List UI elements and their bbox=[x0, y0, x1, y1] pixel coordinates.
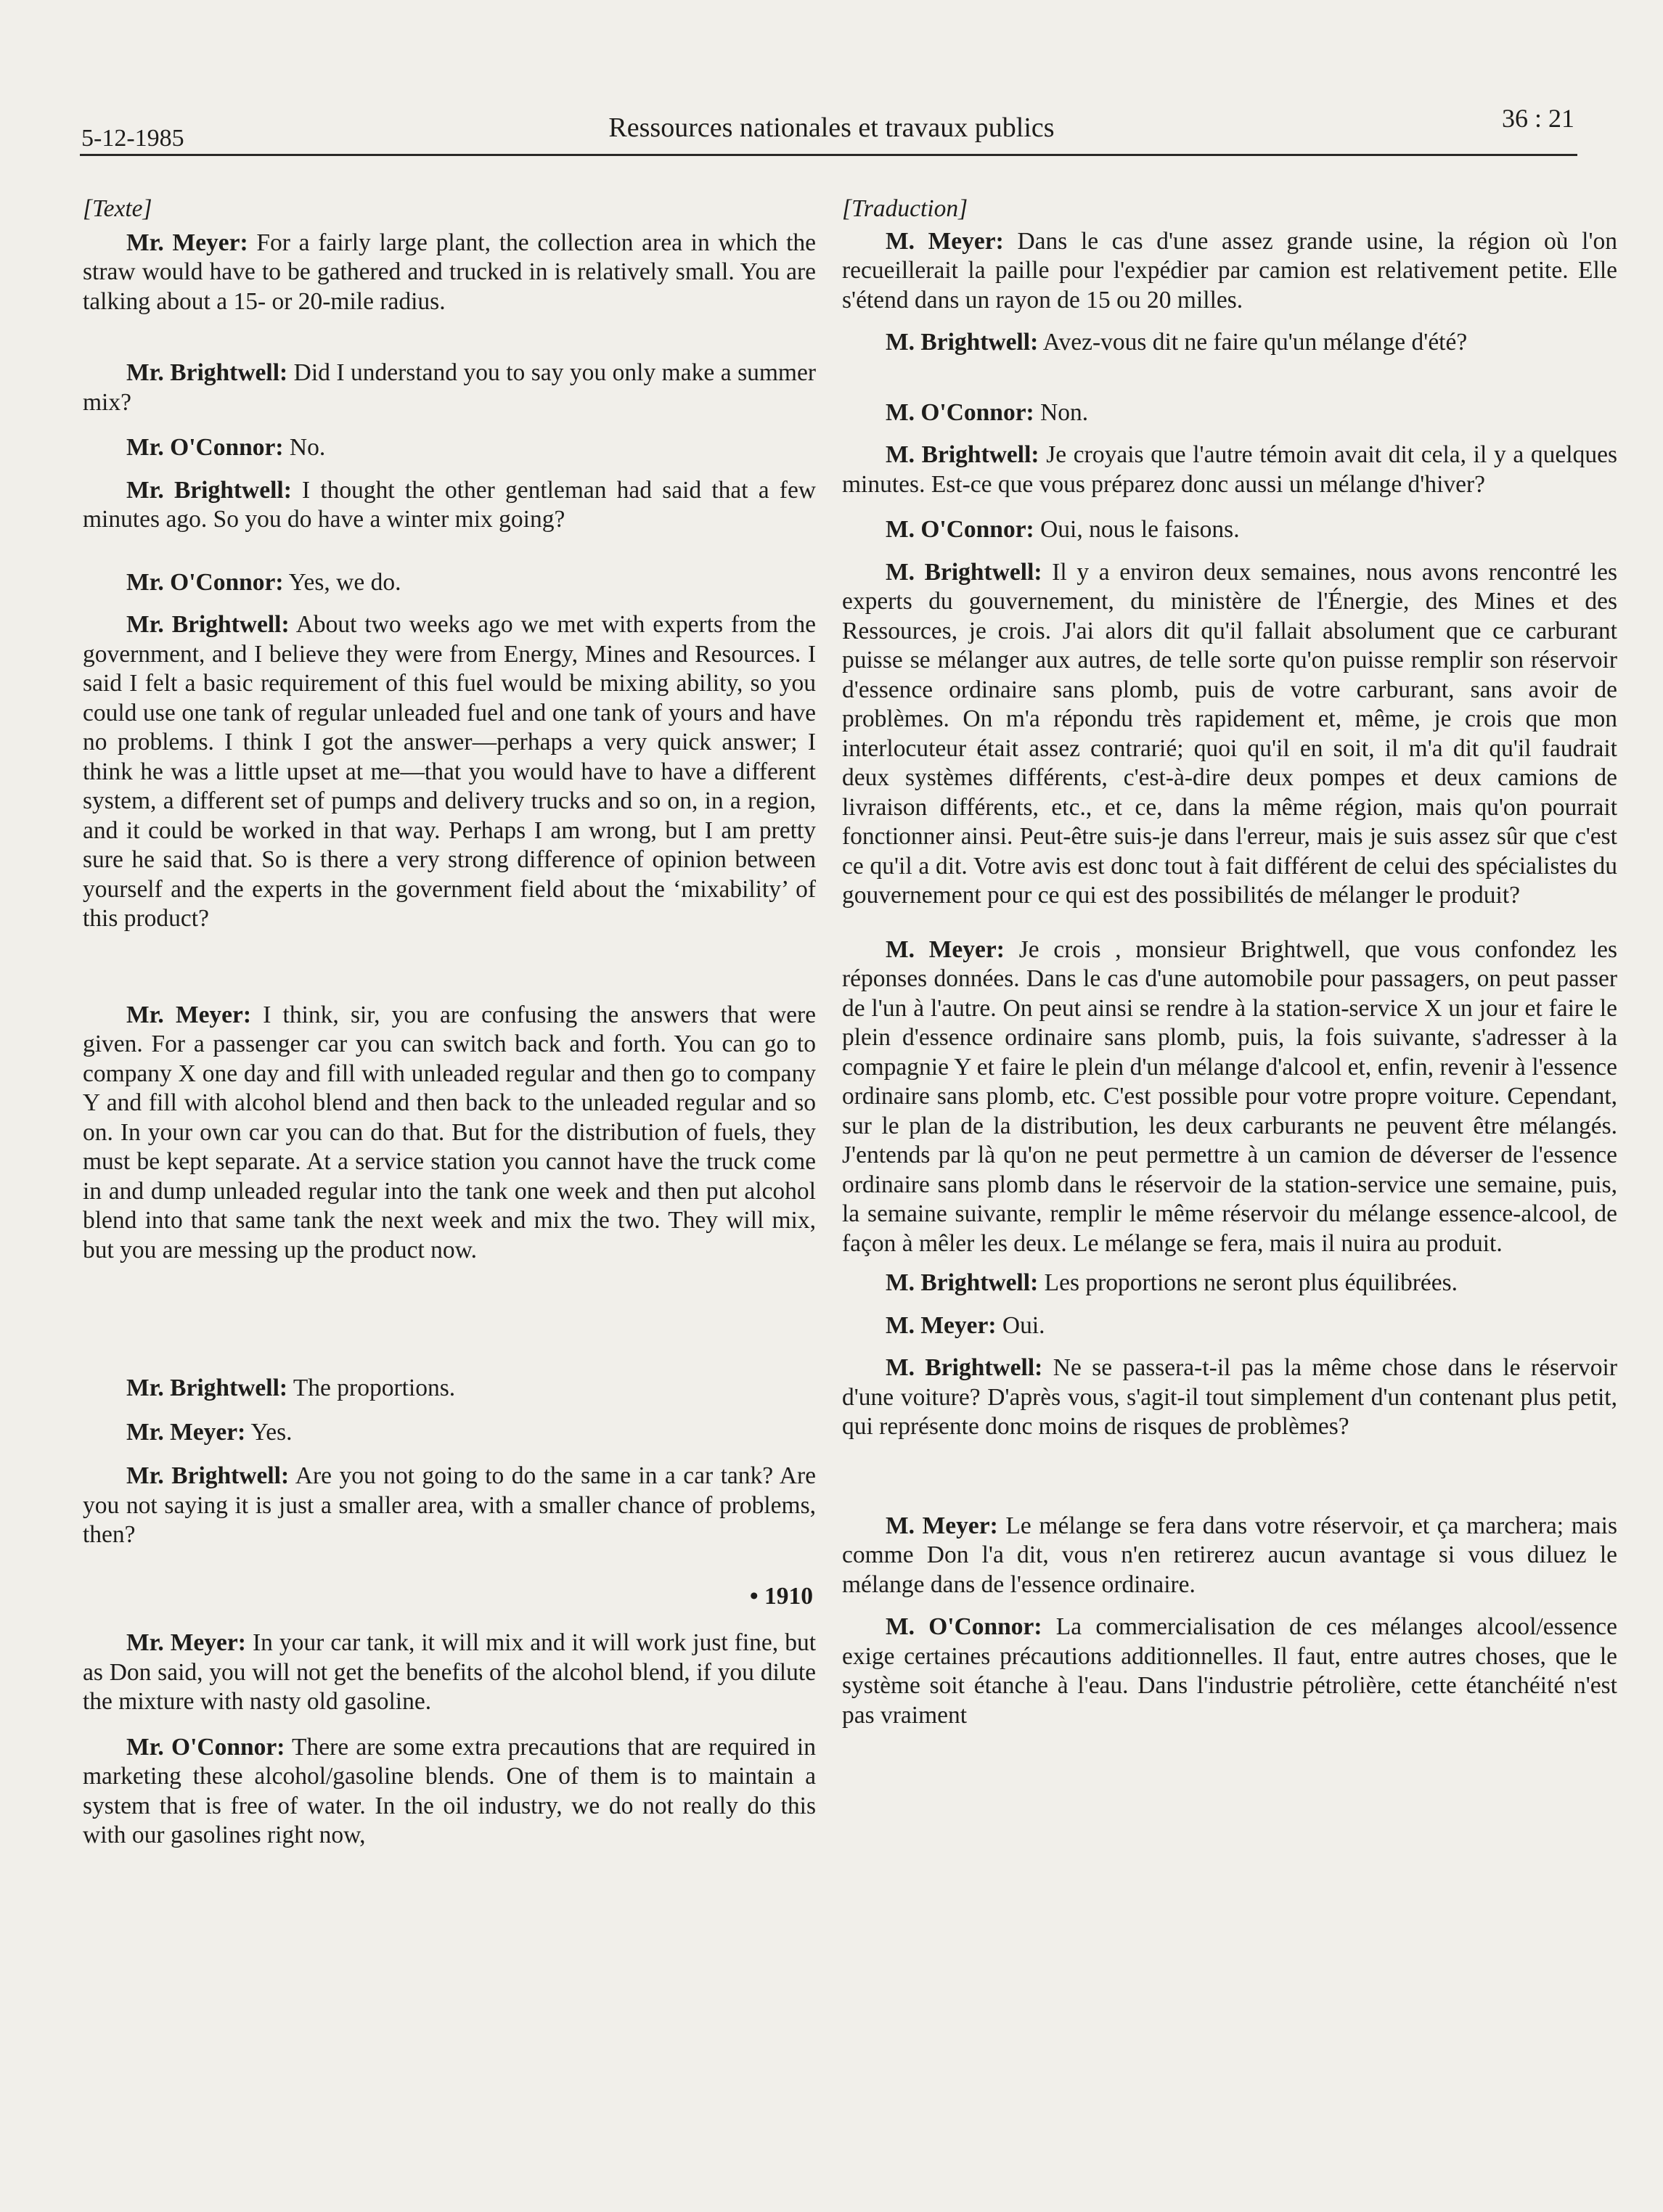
paragraph bbox=[842, 1353, 1617, 1442]
speech: Oui, nous le faisons. bbox=[1040, 516, 1240, 543]
speaker: M. Meyer: bbox=[886, 935, 1005, 963]
paragraph bbox=[83, 433, 816, 463]
paragraph bbox=[83, 1733, 816, 1851]
paragraph bbox=[842, 1311, 1617, 1341]
speaker: Mr. Brightwell: bbox=[126, 476, 292, 504]
paragraph bbox=[83, 1001, 816, 1266]
speaker: Mr. O'Connor: bbox=[126, 568, 284, 596]
column-tag: [Texte] bbox=[83, 195, 152, 222]
speaker: Mr. Brightwell: bbox=[126, 611, 290, 638]
speaker: M. Meyer: bbox=[886, 227, 1004, 255]
speech: I think, sir, you are confusing the answers that were given. For a passenger car you can switch back and forth. You can go to company X one day and fill with unleaded regular and then go to company Y and fill with alcohol blend and then back to the unleaded regular and so on. In your own car you can do that. But for the distribution of fuels, they must be kept separate. At a service station you cannot have the truck come in and dump unleaded regular into the tank one week and then put alcohol blend into that same tank the next week and mix the two. They will mix, but you are messing up the product now. bbox=[83, 1001, 816, 1263]
paragraph bbox=[842, 515, 1617, 545]
speaker: M. Brightwell: bbox=[886, 558, 1042, 586]
speaker: M. O'Connor: bbox=[886, 516, 1034, 543]
speech: Je crois , monsieur Brightwell, que vous confondez les réponses données. Dans le cas d'une automobile pour passagers, on peut passer de l'un à l'autre. On peut ainsi se rendre à la station-service X un jour et faire le plein d'essence ordinaire sans plomb, puis, la fois suivante, s'adresser à la compagnie Y et faire le plein d'un mélange d'alcool et, enfin, revenir à l'essence ordinaire sans plomb, etc. C'est possible pour votre propre voiture. Cependant, sur le plan de la distribution, les deux carburants ne peuvent être mélangés. J'entends par là qu'on ne peut permettre à un camion de déverser de l'essence ordinaire sans plomb dans le réservoir de la station-service une semaine, puis, la semaine suivante, remplir le même réservoir du mélange essence-alcool, de façon à mêler les deux. Le mélange se fera, mais il nuira au produit. bbox=[842, 935, 1617, 1257]
header-date: 5-12-1985 bbox=[81, 125, 184, 152]
speech: Le mélange se fera dans votre réservoir, et ça marchera; mais comme Don l'a dit, vous n'en retirerez aucun avantage si vous diluez le mélange dans de l'essence ordinaire. bbox=[842, 1512, 1617, 1598]
speech: Dans le cas d'une assez grande usine, la région où l'on recueillerait la paille pour l'expédier par camion est relativement petite. Elle s'étend dans un rayon de 15 ou 20 milles. bbox=[842, 227, 1618, 314]
paragraph bbox=[842, 1512, 1617, 1600]
speech: Je croyais que l'autre témoin avait dit cela, il y a quelques minutes. Est-ce que vous préparez donc aussi un mélange d'hiver? bbox=[842, 441, 1618, 498]
left-column-english bbox=[83, 194, 816, 1851]
speaker: M. Brightwell: bbox=[886, 441, 1039, 468]
speaker: Mr. O'Connor: bbox=[126, 1733, 285, 1761]
speech: For a fairly large plant, the collection area in which the straw would have to be gathered and trucked in is relatively small. You are talking about a 15- or 20-mile radius. bbox=[83, 229, 816, 315]
speaker: Mr. Meyer: bbox=[126, 1418, 246, 1446]
paragraph bbox=[83, 1462, 816, 1550]
header-title: Ressources nationales et travaux publics bbox=[608, 112, 1055, 143]
speaker: M. O'Connor: bbox=[886, 1613, 1042, 1640]
speaker: Mr. Brightwell: bbox=[126, 359, 288, 386]
paragraph bbox=[842, 328, 1617, 358]
paragraph bbox=[842, 935, 1617, 1259]
column-tag: [Traduction] bbox=[842, 195, 968, 222]
speech: There are some extra precautions that are required in marketing these alcohol/gasoline blends. One of them is to maintain a system that is free of water. In the oil industry, we do not really do this with our gasolines right now, bbox=[83, 1733, 816, 1848]
speech: Yes, we do. bbox=[288, 568, 401, 596]
paragraph bbox=[83, 568, 816, 598]
speaker: Mr. O'Connor: bbox=[126, 434, 284, 461]
paragraph bbox=[83, 476, 816, 535]
header-rule bbox=[80, 154, 1577, 156]
speech: Les proportions ne seront plus équilibrées. bbox=[1044, 1269, 1458, 1296]
speech: Yes. bbox=[250, 1418, 293, 1446]
speech: Il y a environ deux semaines, nous avons rencontré les experts du gouvernement, du ministère de l'Énergie, des Mines et des Ressources, je crois. J'ai alors dit qu'il fallait absolument que ce carburant puisse se mélanger aux autres, de telle sorte qu'on puisse remplir son réservoir d'essence ordinaire sans plomb, puis de votre carburant, sans avoir de problèmes. On m'a répondu très rapidement et, même, je crois que mon interlocuteur était assez contrarié; quoi qu'il en soit, il m'a dit qu'il faudrait deux systèmes différents, c'est-à-dire deux pompes et deux camions de livraison différents, etc., et ce, dans la même région, mais qu'on pourrait fonctionner ainsi. Peut-être suis-je dans l'erreur, mais je suis assez sûr que c'est ce qu'il a dit. Votre avis est donc tout à fait différent de celui des spécialistes du gouvernement pour ce qui est des possibilités de mélanger le produit? bbox=[842, 558, 1617, 909]
paragraph bbox=[83, 610, 816, 934]
speaker: Mr. Meyer: bbox=[126, 229, 248, 256]
paragraph bbox=[83, 1374, 816, 1404]
paragraph bbox=[842, 1613, 1617, 1730]
paragraph bbox=[842, 441, 1617, 499]
header-page-number: 36 : 21 bbox=[1501, 104, 1574, 133]
speaker: M. Meyer: bbox=[886, 1512, 998, 1539]
speech: The proportions. bbox=[293, 1375, 456, 1401]
paragraph bbox=[83, 1629, 816, 1717]
paragraph bbox=[842, 398, 1617, 428]
speech: About two weeks ago we met with experts from the government, and I believe they were from Energy, Mines and Resources. I said I felt a basic requirement of this fuel would be mixing ability, so you could use one tank of regular unleaded fuel and one tank of yours and have no problems. I think I got the answer—perhaps a very quick answer; I think he was a little upset at me—that you would have to have a different system, a different set of pumps and delivery trucks and so on, in a region, and it could be worked in that way. Perhaps I am wrong, but I am pretty sure he said that. So is there a very strong difference of opinion between yourself and the experts in the government field about the ‘mixability’ of this product? bbox=[83, 611, 816, 932]
speech: Did I understand you to say you only make a summer mix? bbox=[83, 359, 816, 416]
speaker: M. O'Connor: bbox=[886, 398, 1034, 426]
speaker: M. Meyer: bbox=[886, 1311, 997, 1339]
speech: I thought the other gentleman had said that a few minutes ago. So you do have a winter mix going? bbox=[83, 476, 816, 533]
paragraph bbox=[83, 359, 816, 417]
paragraph bbox=[83, 229, 816, 317]
right-column-french bbox=[842, 194, 1617, 1730]
speech: Ne se passera-t-il pas la même chose dans le réservoir d'une voiture? D'après vous, s'agit-il tout simplement d'un contenant plus petit, qui représente donc moins de risques de problèmes? bbox=[842, 1354, 1617, 1440]
speech: Oui. bbox=[1002, 1311, 1045, 1339]
speech: In your car tank, it will mix and it will work just fine, but as Don said, you will not get the benefits of the alcohol blend, if you dilute the mixture with nasty old gasoline. bbox=[83, 1629, 817, 1715]
speaker: Mr. Brightwell: bbox=[126, 1462, 290, 1489]
speaker: Mr. Meyer: bbox=[126, 1001, 252, 1028]
speaker: Mr. Brightwell: bbox=[126, 1375, 288, 1401]
speech: La commercialisation de ces mélanges alcool/essence exige certaines précautions additionnelles. Il faut, entre autres choses, que le système soit étanche à l'eau. Dans l'industrie pétrolière, cette étanchéité n'est pas vraiment bbox=[842, 1613, 1617, 1729]
paragraph bbox=[842, 227, 1617, 316]
paragraph bbox=[842, 558, 1617, 911]
speaker: Mr. Meyer: bbox=[126, 1629, 246, 1656]
speech: No. bbox=[289, 434, 326, 461]
speaker: M. Brightwell: bbox=[886, 329, 1039, 356]
speech: Are you not going to do the same in a car tank? Are you not saying it is just a smaller area, with a smaller chance of problems, then? bbox=[83, 1462, 816, 1548]
paragraph bbox=[842, 1269, 1617, 1298]
speech: Avez-vous dit ne faire qu'un mélange d'été? bbox=[1042, 329, 1468, 356]
speaker: M. Brightwell: bbox=[886, 1269, 1039, 1296]
speech: Non. bbox=[1040, 398, 1089, 426]
paragraph bbox=[83, 1418, 816, 1448]
speaker: M. Brightwell: bbox=[886, 1354, 1043, 1381]
time-marker: • 1910 bbox=[749, 1582, 813, 1610]
